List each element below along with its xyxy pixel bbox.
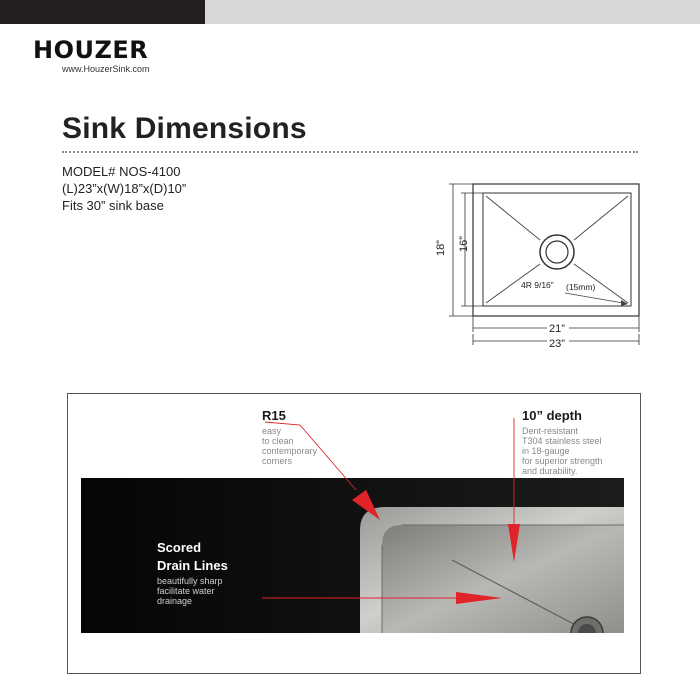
depth-title: 10” depth xyxy=(522,408,582,423)
depth-line: Dent-resistant xyxy=(522,426,579,436)
width-outer-label: 23” xyxy=(549,338,565,350)
spec-size: (L)23”x(W)18”x(D)10” xyxy=(62,181,187,196)
r15-title: R15 xyxy=(262,408,286,423)
width-inner-label: 21” xyxy=(549,323,565,335)
depth-line: in 18-gauge xyxy=(522,446,570,456)
radius-mm-label: (15mm) xyxy=(566,282,596,292)
houzer-logo: HOUZER xyxy=(33,36,149,64)
height-inner-label: 16” xyxy=(458,236,470,252)
scored-line: beautifully sharp xyxy=(157,576,223,586)
r15-annotation xyxy=(262,408,317,466)
scored-line: facilitate water xyxy=(157,586,215,596)
height-outer-label: 18” xyxy=(435,240,447,256)
website-url: www.HouzerSink.com xyxy=(62,64,150,74)
r15-line: to clean xyxy=(262,436,294,446)
scored-line: drainage xyxy=(157,596,193,606)
radius-label: 4R 9/16” xyxy=(521,280,554,290)
scored-title-line2: Drain Lines xyxy=(157,558,228,573)
r15-line: corners xyxy=(262,456,293,466)
depth-annotation xyxy=(522,408,603,476)
scored-title-line1: Scored xyxy=(157,540,202,555)
r15-line: contemporary xyxy=(262,446,318,456)
depth-line: T304 stainless steel xyxy=(522,436,602,446)
depth-line: and durability. xyxy=(522,466,578,476)
depth-line: for superior strength xyxy=(522,456,603,466)
page-title: Sink Dimensions xyxy=(62,112,307,145)
spec-fit: Fits 30” sink base xyxy=(62,198,164,213)
spec-model: MODEL# NOS-4100 xyxy=(62,164,181,179)
scored-annotation xyxy=(157,540,228,606)
r15-line: easy xyxy=(262,426,282,436)
